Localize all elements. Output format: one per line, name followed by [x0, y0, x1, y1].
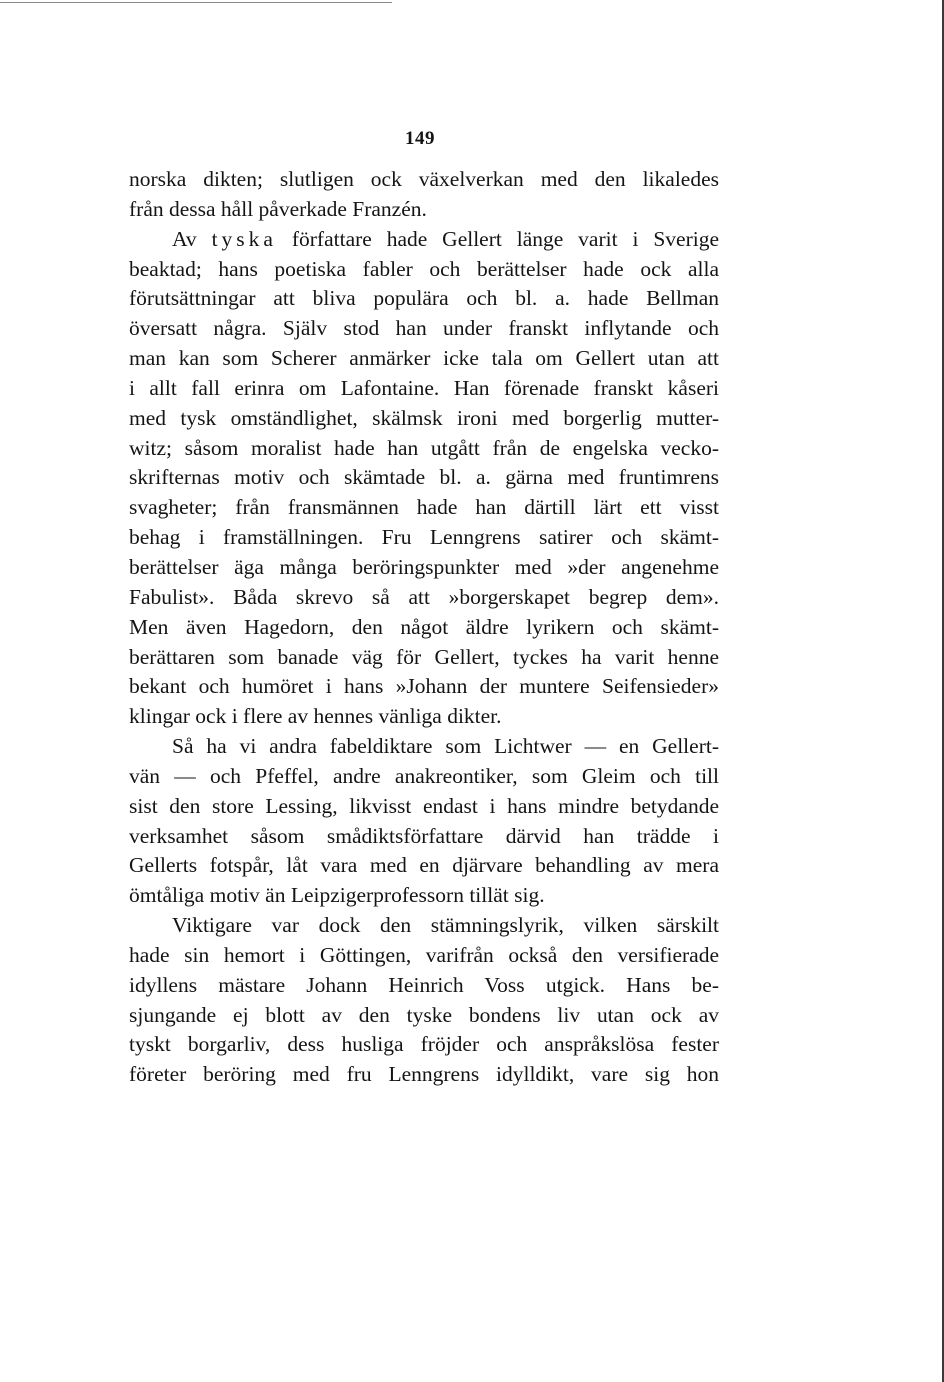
text-line: verksamhet såsom smådiktsförfattare därvid han trädde i — [129, 823, 719, 848]
text-line: svagheter; från fransmännen hade han därtill lärt ett visst — [129, 495, 719, 520]
text-line: tyskt borgarliv, dess husliga fröjder och anspråkslösa fester — [129, 1032, 719, 1057]
text-line: man kan som Scherer anmärker icke tala om Gellert utan att — [129, 346, 719, 371]
text-line: klingar ock i flere av hennes vänliga dikter. — [129, 704, 502, 729]
text-line: ömtåliga motiv än Leipzigerprofessorn tillät sig. — [129, 883, 545, 908]
page-number: 149 — [405, 128, 435, 149]
text-line: sjungande ej blott av den tyske bondens liv utan ock av — [129, 1002, 719, 1027]
text-line: Så ha vi andra fabeldiktare som Lichtwer — en Gellert- — [172, 734, 719, 759]
text-line: beaktad; hans poetiska fabler och berättelser hade ock alla — [129, 256, 719, 281]
text-line: idyllens mästare Johann Heinrich Voss utgick. Hans be- — [129, 972, 719, 997]
text-line — [129, 225, 719, 255]
text-line: sist den store Lessing, likvisst endast i hans mindre betydande — [129, 793, 719, 818]
text-line: bekant och humöret i hans »Johann der muntere Seifensieder» — [129, 674, 719, 699]
body-text — [129, 165, 719, 1090]
text-line: skrifternas motiv och skämtade bl. a. gärna med fruntimrens — [129, 465, 719, 490]
text-line: Men även Hagedorn, den något äldre lyrikern och skämt- — [129, 614, 719, 639]
text-line: översatt några. Själv stod han under franskt inflytande och — [129, 316, 719, 341]
text-line: norska dikten; slutligen ock växelverkan med den likaledes — [129, 167, 719, 191]
text-run: författare hade Gellert länge varit i Sverige — [276, 226, 719, 251]
text-line: witz; såsom moralist hade han utgått från de engelska vecko- — [129, 435, 719, 460]
text-line: i allt fall erinra om Lafontaine. Han förenade franskt kåseri — [129, 375, 719, 400]
text-line: behag i framställningen. Fru Lenngrens satirer och skämt- — [129, 525, 719, 550]
text-line: berättelser äga många beröringspunkter med »der angenehme — [129, 554, 719, 579]
text-line: från dessa håll påverkade Franzén. — [129, 196, 427, 221]
text-line: med tysk omständlighet, skälmsk ironi med borgerlig mutter- — [129, 405, 719, 430]
text-line: berättaren som banade väg för Gellert, tyckes ha varit henne — [129, 644, 719, 669]
text-line: förutsättningar att bliva populära och bl. a. hade Bellman — [129, 286, 719, 311]
emphasis-text: tyska — [211, 226, 277, 251]
text-line: hade sin hemort i Göttingen, varifrån också den versifierade — [129, 942, 719, 967]
top-rule — [0, 2, 392, 3]
text-line: vän — och Pfeffel, andre anakreontiker, som Gleim och till — [129, 763, 719, 788]
text-line: Fabulist». Båda skrevo så att »borgerskapet begrep dem». — [129, 584, 719, 609]
text-run: Av — [172, 226, 212, 251]
text-line: företer beröring med fru Lenngrens idylldikt, vare sig hon — [129, 1062, 719, 1087]
text-line: Viktigare var dock den stämningslyrik, vilken särskilt — [172, 913, 719, 938]
text-line: Gellerts fotspår, låt vara med en djärvare behandling av mera — [129, 853, 719, 878]
